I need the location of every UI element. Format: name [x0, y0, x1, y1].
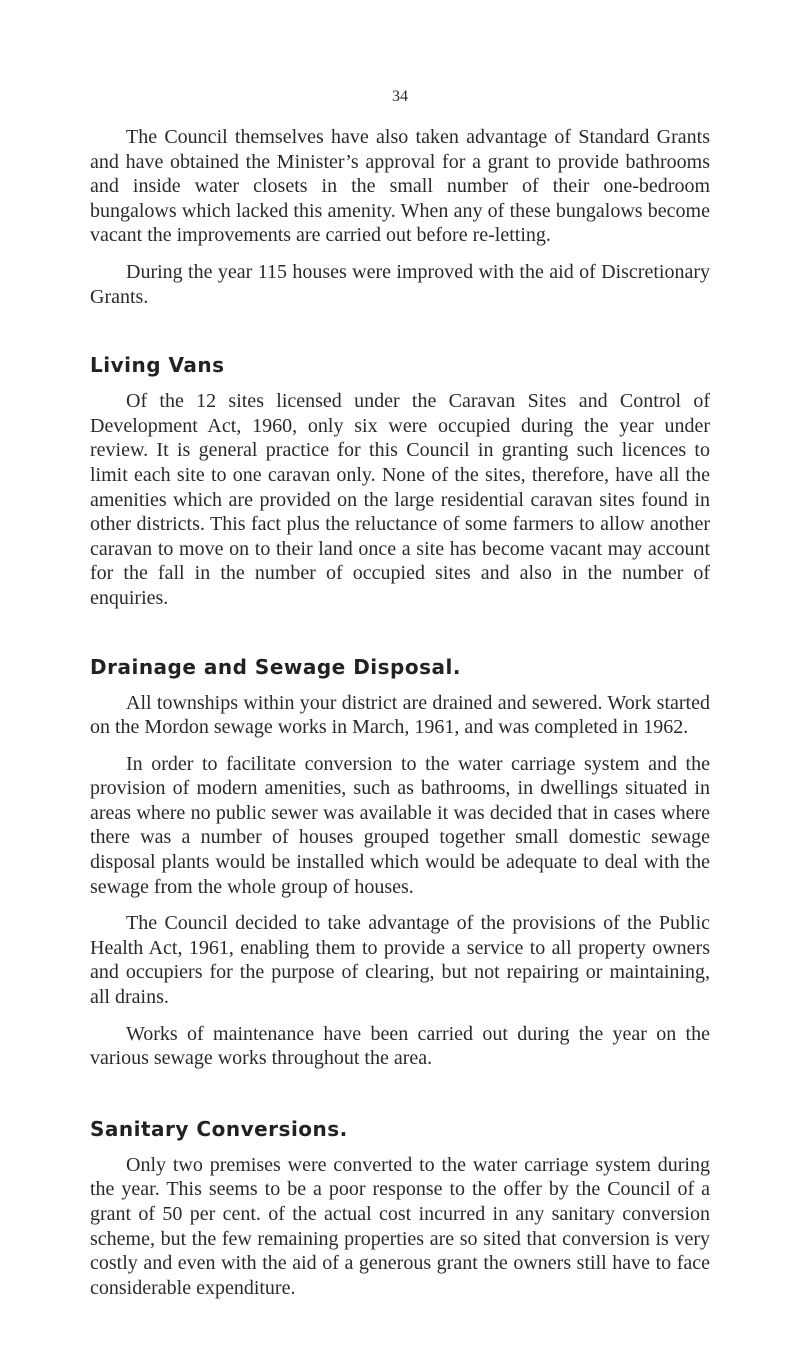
page-body	[90, 125, 710, 1300]
paragraph-discretionary-grants: During the year 115 houses were improved with the aid of Discretionary Grants.	[90, 260, 710, 308]
heading-drainage: Drainage and Sewage Disposal.	[90, 654, 461, 679]
paragraph-conversions: Only two premises were converted to the water carriage system during the year. This seems to be a poor response to the offer by the Council of a grant of 50 per cent. of the actual cost incurred in any sanitary conversion scheme, but the few remaining properties are so sited that conversion is very costly and even with the aid of a generous grant the owners still have to face considerable expenditure.	[90, 1153, 710, 1299]
paragraph-townships-drained: All townships within your district are drained and sewered. Work started on the Mordon sewage works in March, 1961, and was completed in 1962.	[90, 691, 710, 739]
heading-sanitary-conversions: Sanitary Conversions.	[90, 1116, 348, 1141]
heading-living-vans: Living Vans	[90, 353, 225, 378]
paragraph-standard-grants: The Council themselves have also taken advantage of Standard Grants and have obtained the Minister’s approval for a grant to provide bathrooms and inside water closets in the small number of their one-bedroom bungalows which lacked this amenity. When any of these bungalows become vacant the improvements are carried out before re-letting.	[90, 126, 710, 247]
page-number: 34	[392, 88, 408, 105]
paragraph-sewage-plants: In order to facilitate conversion to the water carriage system and the provision of modern amenities, such as bathrooms, in dwellings situated in areas where no public sewer was available it was decided that in cases where there was a number of houses grouped together small domestic sewage disposal plants would be installed which would be adequate to deal with the sewage from the whole group of houses.	[90, 752, 710, 898]
paragraph-maintenance: Works of maintenance have been carried out during the year on the various sewage works throughout the area.	[90, 1022, 710, 1070]
paragraph-public-health-act: The Council decided to take advantage of the provisions of the Public Health Act, 1961, enabling them to provide a service to all property owners and occupiers for the purpose of clearing, but not repairing or maintaining, all drains.	[90, 912, 710, 1009]
paragraph-caravan-sites: Of the 12 sites licensed under the Caravan Sites and Control of Development Act, 1960, only six were occupied during the year under review. It is general practice for this Council in granting such licences to limit each site to one caravan only. None of the sites, therefore, have all the amenities which are provided on the large residential caravan sites found in other districts. This fact plus the reluctance of some farmers to allow another caravan to move on to their land once a site has become vacant may account for the fall in the number of occupied sites and also in the number of enquiries.	[90, 390, 710, 609]
